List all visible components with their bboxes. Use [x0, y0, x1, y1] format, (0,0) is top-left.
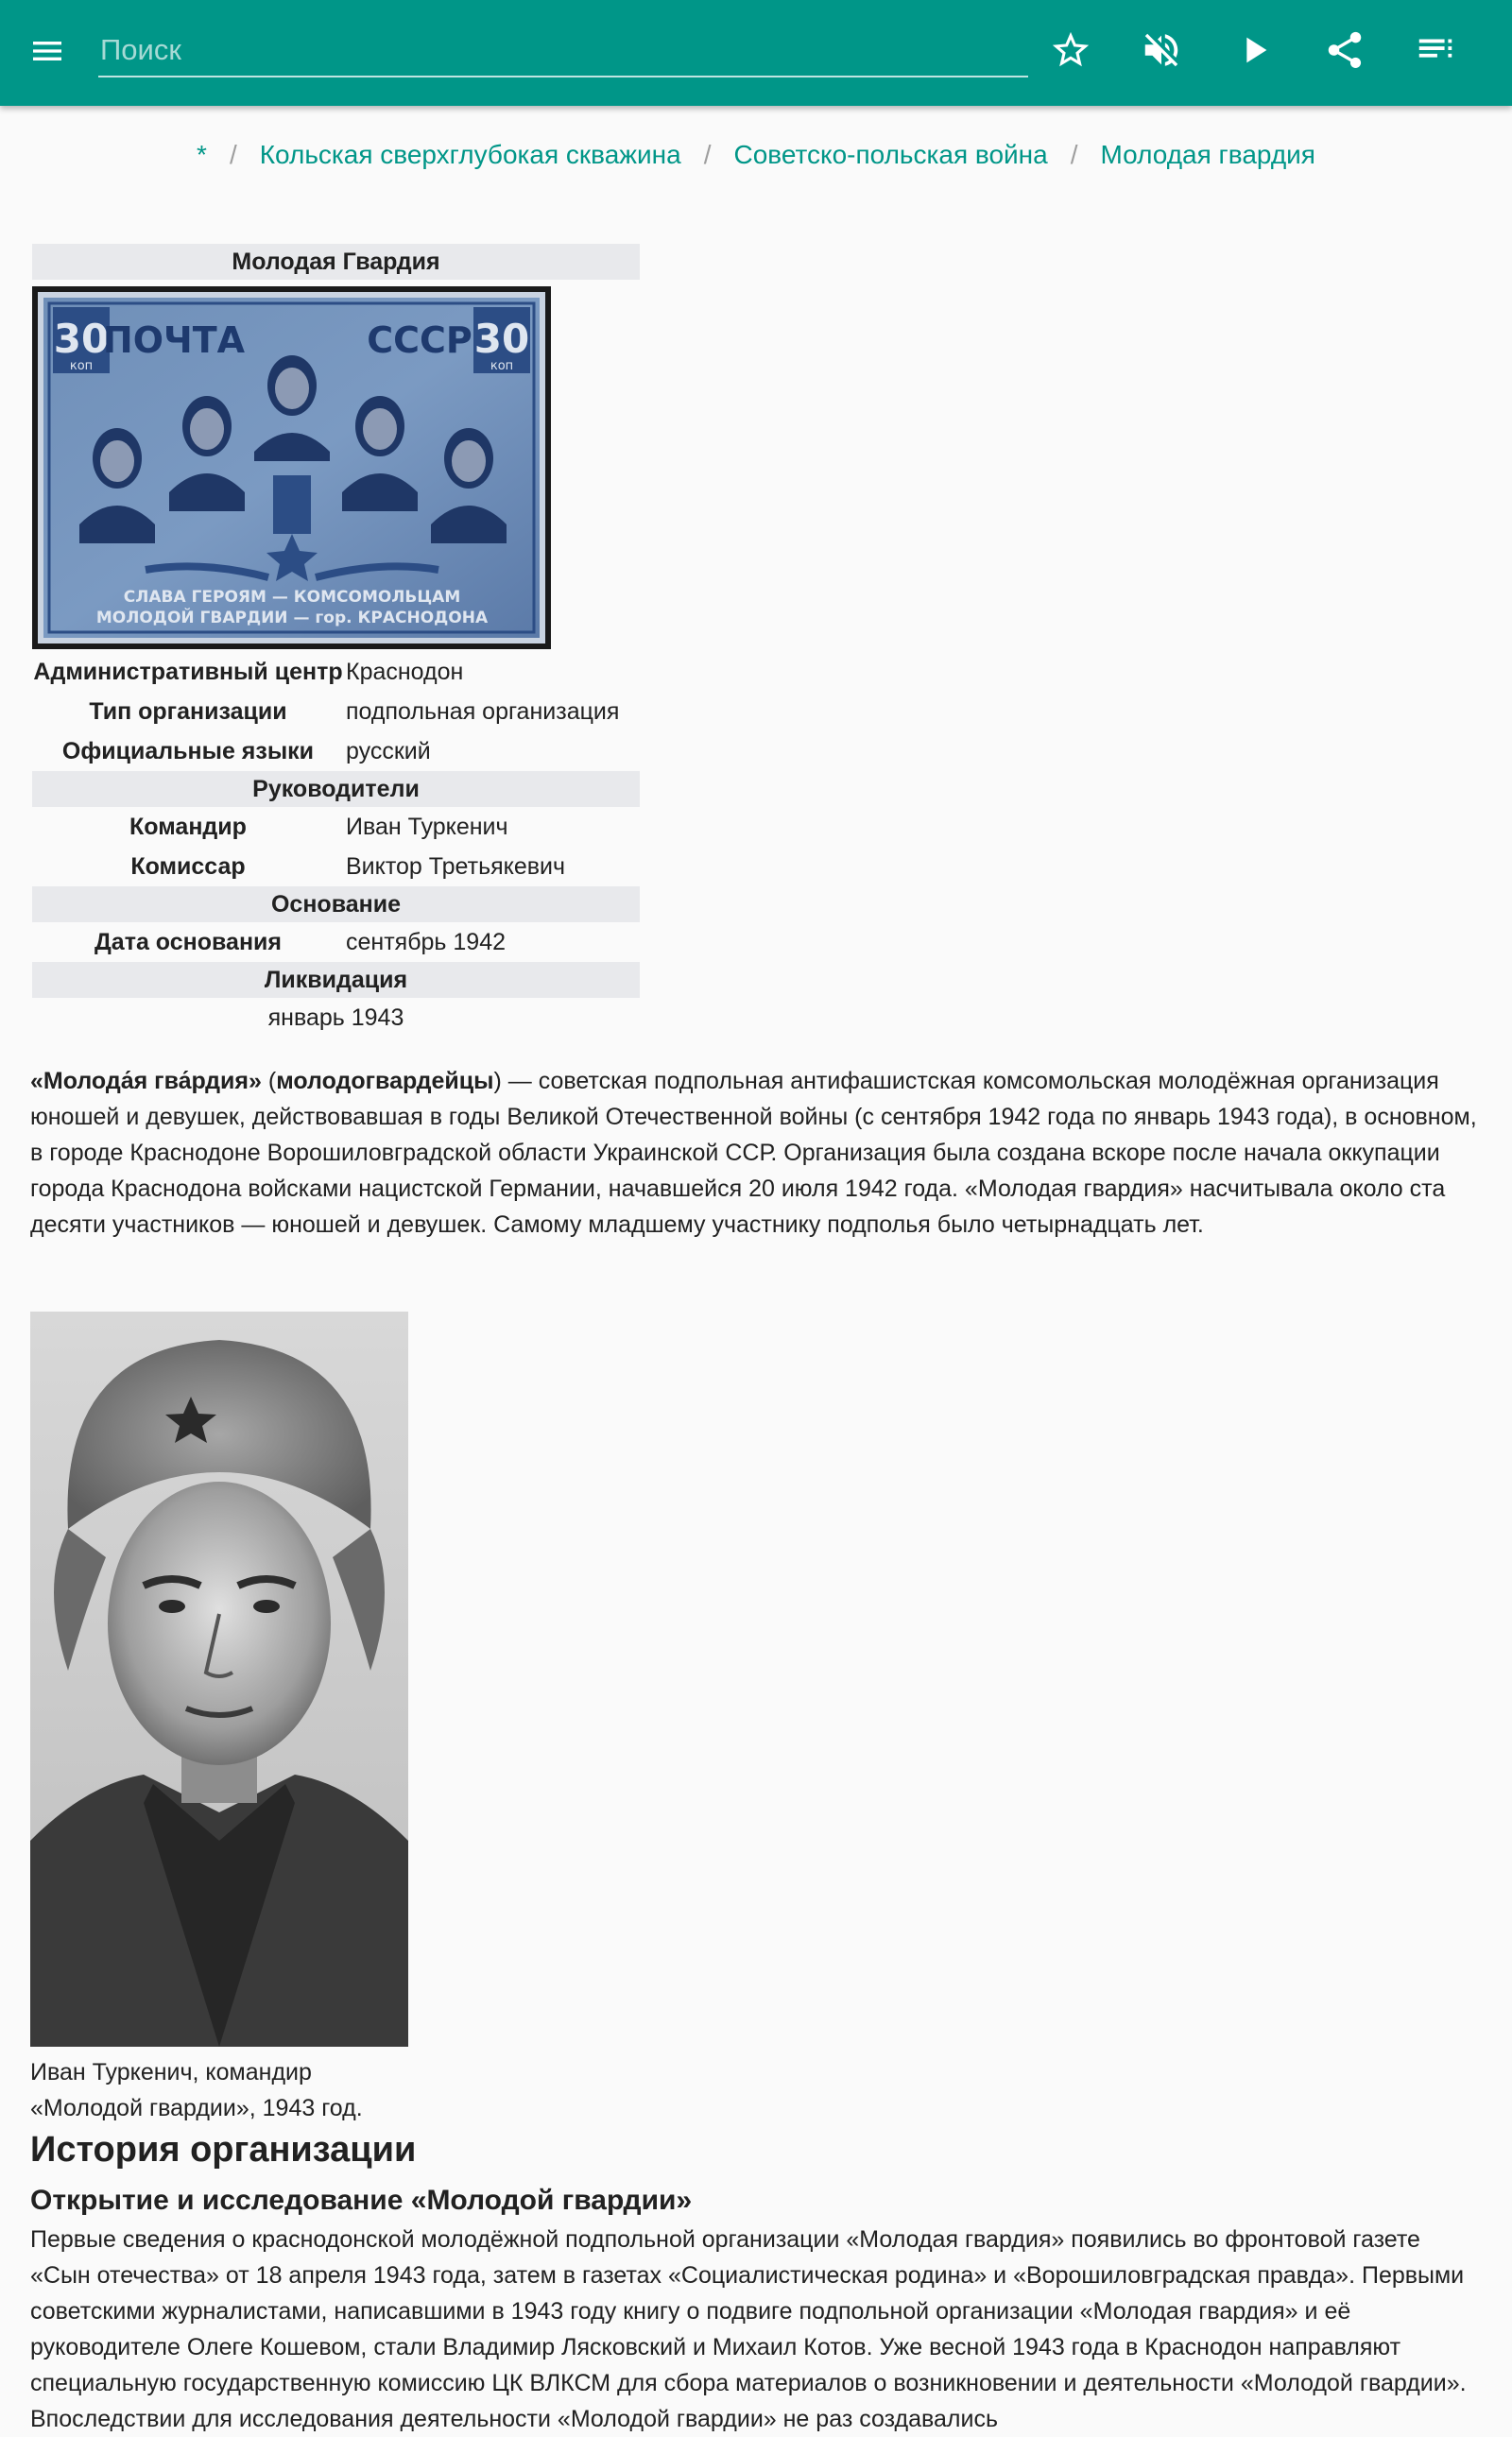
app-bar — [0, 0, 1512, 106]
breadcrumb-separator: / — [703, 140, 712, 169]
breadcrumb-item-home[interactable]: * — [197, 140, 207, 169]
liquidation-header: Ликвидация — [32, 962, 640, 998]
stamp-value-right: 30 — [473, 316, 530, 362]
intro-bold-alt: молодогвардейцы — [276, 1068, 494, 1094]
commander-label: Командир — [129, 813, 247, 840]
infobox-title: Молодая Гвардия — [32, 244, 640, 280]
stamp-value-left: 30 — [53, 316, 110, 362]
breadcrumb-separator: / — [229, 140, 237, 169]
stamp-post-label: ПОЧТА — [102, 319, 246, 361]
admin-center-value[interactable]: Краснодон — [346, 658, 464, 685]
commissar-value[interactable]: Виктор Третьякевич — [346, 852, 566, 880]
intro-paragraph — [30, 1063, 1486, 1243]
intro-bold-name: «Молода́я гва́рдия» — [30, 1068, 262, 1094]
infobox — [32, 244, 640, 1038]
menu-icon[interactable] — [28, 32, 77, 74]
play-icon[interactable] — [1232, 28, 1281, 77]
stamp-text-line1: СЛАВА ГЕРОЯМ — КОМСОМОЛЬЦАМ — [123, 588, 461, 607]
breadcrumb-item-young-guard[interactable]: Молодая гвардия — [1100, 140, 1315, 169]
stamp-unit-right: коп — [490, 359, 514, 373]
portrait-caption — [30, 2054, 437, 2126]
breadcrumb — [0, 140, 1512, 170]
intro-text: ) — советская подпольная антифашистская комсомольская молодёжная организация юношей и девушек, действовавшая в годы Великой Отечественной войны (с сентября 1942 года по январь 1943 года), в основном, в городе Краснодоне Ворошиловградской области Украинской ССР. Организация была создана вскоре после начала оккупации города Краснодона войсками нацистской Германии, начавшейся 20 июля 1942 года. «Молодая гвардия» насчитывала около ста десяти участников — юношей и девушек. Самому младшему участнику подполья было четырнадцать лет. — [30, 1068, 1477, 1238]
search-input[interactable] — [98, 25, 1032, 76]
stamp-text-line2: МОЛОДОЙ ГВАРДИИ — гор. КРАСНОДОНА — [95, 609, 489, 627]
liquidation-value[interactable]: январь 1943 — [267, 1004, 404, 1031]
org-type-label: Тип организации — [89, 697, 287, 725]
portrait-image[interactable] — [30, 1312, 408, 2047]
breadcrumb-item-kola-borehole[interactable]: Кольская сверхглубокая скважина — [259, 140, 681, 169]
search-field — [98, 25, 1028, 77]
portrait-caption-line1: Иван Туркенич, командир — [30, 2059, 312, 2085]
breadcrumb-item-polish-soviet-war[interactable]: Советско-польская война — [733, 140, 1048, 169]
languages-label: Официальные языки — [61, 737, 315, 764]
section-title-history: История организации — [30, 2130, 417, 2170]
history-paragraph: Первые сведения о краснодонской молодёжной подпольной организации «Молодая гвардия» появились во фронтовой газете «Сын отечества» от 18 апреля 1943 года, затем в газетах «Социалистическая родина» и «Ворошиловградская правда». Первыми советскими журналистами, написавшими в 1943 году книгу о подвиге подпольной организации «Молодая гвардия» и её руководителе Олеге Кошевом, стали Владимир Лясковский и Михаил Котов. Уже весной 1943 года в Краснодон направляют специальную государственную комиссию ЦК ВЛКСМ для сбора материалов о возникновении и деятельности «Молодой гвардии». Впоследствии для исследования деятельности «Молодой гвардии» не раз создавались — [30, 2226, 1467, 2432]
founding-date-label: Дата основания — [94, 928, 283, 955]
admin-center-label: Административный центр — [33, 658, 343, 685]
commissar-label: Комиссар — [130, 852, 246, 880]
org-type-value: подпольная организация — [346, 697, 620, 725]
commander-value[interactable]: Иван Туркенич — [346, 813, 508, 840]
languages-value[interactable]: русский — [346, 737, 431, 764]
star-outline-icon[interactable] — [1049, 28, 1098, 77]
share-icon[interactable] — [1323, 28, 1372, 77]
subsection-title-discovery: Открытие и исследование «Молодой гвардии» — [30, 2185, 693, 2216]
portrait-caption-line2: «Молодой гвардии», 1943 год. — [30, 2095, 363, 2121]
stamp-country-label: СССР — [367, 319, 472, 361]
founding-header: Основание — [32, 886, 640, 922]
volume-off-icon[interactable] — [1140, 28, 1189, 77]
breadcrumb-separator: / — [1070, 140, 1078, 169]
founding-date-value[interactable]: сентябрь 1942 — [346, 928, 507, 955]
intro-open-paren: ( — [261, 1068, 277, 1094]
stamp-unit-left: коп — [69, 359, 94, 373]
leaders-header: Руководители — [32, 771, 640, 807]
stamp-image[interactable] — [32, 280, 640, 652]
playlist-icon[interactable] — [1414, 28, 1463, 77]
